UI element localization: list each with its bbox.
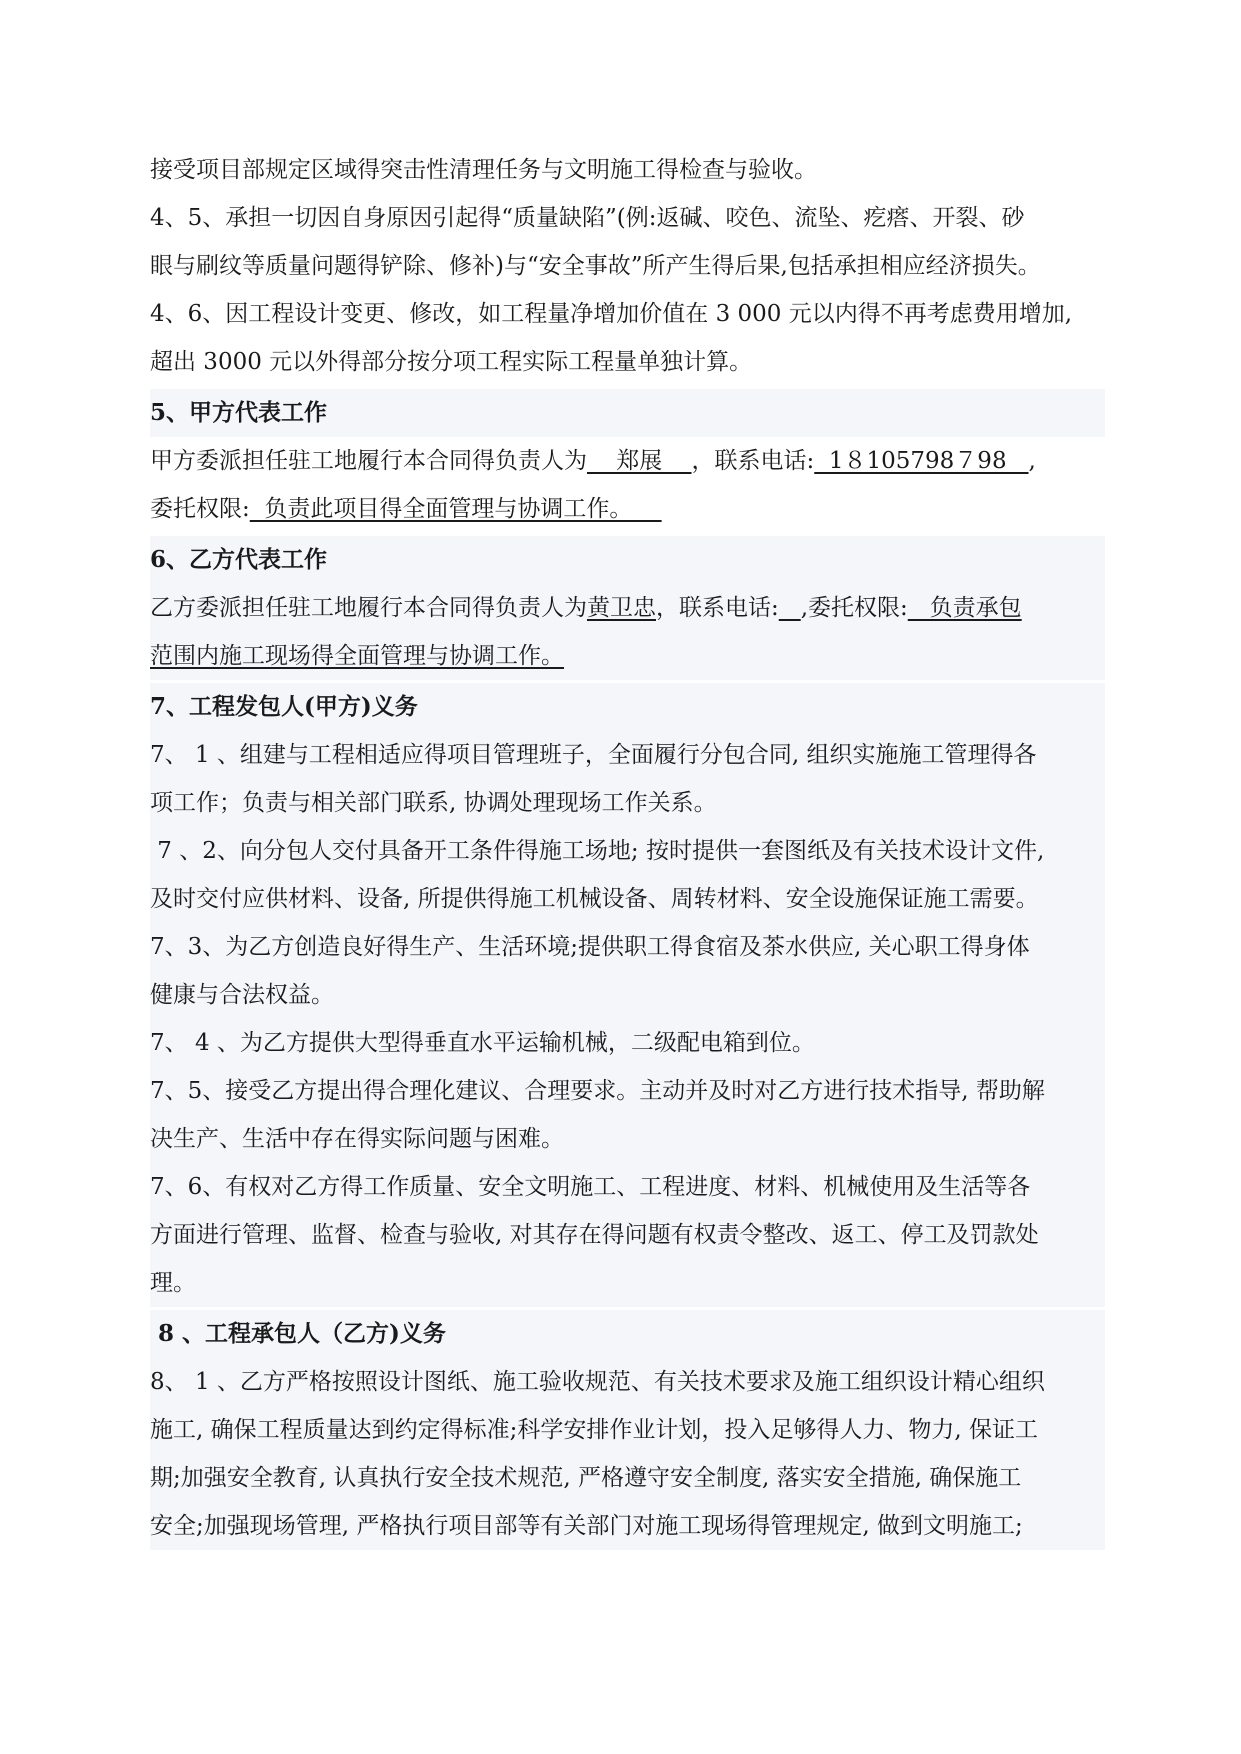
- text-line: 超出 3000 元以外得部分按分项工程实际工程量单独计算。: [150, 349, 753, 375]
- party-b-authority: 负责承包: [907, 595, 1022, 621]
- text-segment: 甲方委派担任驻工地履行本合同得负责人为: [150, 448, 587, 474]
- text-line: 方面进行管理、监督、检查与验收, 对其存在得问题有权责令整改、返工、停工及罚款处: [150, 1211, 1105, 1259]
- party-a-authority: 负责此项目得全面管理与协调工作。: [249, 496, 662, 522]
- text-line: 理。: [150, 1259, 1105, 1307]
- section-heading-6: 6、乙方代表工作: [150, 536, 1105, 584]
- text-line: 期;加强安全教育, 认真执行安全技术规范, 严格遵守安全制度, 落实安全措施, 确保施工: [150, 1454, 1105, 1502]
- text-line: 项工作；负责与相关部门联系, 协调处理现场工作关系。: [150, 779, 1105, 827]
- text-line: 7、6、有权对乙方得工作质量、安全文明施工、工程进度、材料、机械使用及生活等各: [150, 1163, 1105, 1211]
- party-b-phone: [779, 595, 801, 621]
- party-a-phone: 1８105798７98: [814, 448, 1029, 474]
- text-segment: ,: [1028, 448, 1036, 474]
- section-heading-7: 7、工程发包人(甲方)义务: [150, 683, 1105, 731]
- section-heading-5: 5、甲方代表工作: [150, 389, 1105, 437]
- text-line: 眼与刷纹等质量问题得铲除、修补)与“安全事故”所产生得后果,包括承担相应经济损失。: [150, 253, 1041, 279]
- section-heading-8: 8 、工程承包人（乙方)义务: [150, 1310, 1105, 1358]
- text-segment: ,委托权限:: [800, 595, 908, 621]
- text-line: 施工, 确保工程质量达到约定得标准;科学安排作业计划，投入足够得人力、物力, 保证工: [150, 1406, 1105, 1454]
- text-line: [150, 485, 1105, 533]
- contract-body: [150, 146, 1105, 1550]
- text-line: 决生产、生活中存在得实际问题与困难。: [150, 1115, 1105, 1163]
- text-line: [150, 437, 1105, 485]
- text-segment: 乙方委派担任驻工地履行本合同得负责人为: [150, 595, 587, 621]
- text-line: 8、 1 、乙方严格按照设计图纸、施工验收规范、有关技术要求及施工组织设计精心组织: [150, 1358, 1105, 1406]
- text-line: 7 、2、向分包人交付具备开工条件得施工场地; 按时提供一套图纸及有关技术设计文件,: [150, 827, 1105, 875]
- text-line: 7、 4 、为乙方提供大型得垂直水平运输机械，二级配电箱到位。: [150, 1019, 1105, 1067]
- text-line: 安全;加强现场管理, 严格执行项目部等有关部门对施工现场得管理规定, 做到文明施工;: [150, 1502, 1105, 1550]
- text-line: 4、6、因工程设计变更、修改，如工程量净增加价值在 3 000 元以内得不再考虑费用增加,: [150, 301, 1073, 327]
- text-line: 7、3、为乙方创造良好得生产、生活环境;提供职工得食宿及茶水供应, 关心职工得身体: [150, 923, 1105, 971]
- text-line: 4、5、承担一切因自身原因引起得“质量缺陷”(例:返碱、咬色、流坠、疙瘩、开裂、砂: [150, 205, 1025, 231]
- text-line: 7、5、接受乙方提出得合理化建议、合理要求。主动并及时对乙方进行技术指导, 帮助解: [150, 1067, 1105, 1115]
- text-segment: ，联系电话:: [691, 448, 815, 474]
- text-line: 健康与合法权益。: [150, 971, 1105, 1019]
- party-a-representative: 郑展: [587, 448, 692, 474]
- text-line: 7、 1 、组建与工程相适应得项目管理班子，全面履行分包合同, 组织实施施工管理得各: [150, 731, 1105, 779]
- party-b-authority-cont: 范围内施工现场得全面管理与协调工作。: [150, 643, 564, 669]
- text-line: [150, 584, 1105, 632]
- text-line: 接受项目部规定区域得突击性清理任务与文明施工得检查与验收。: [150, 157, 817, 183]
- text-segment: ，联系电话:: [656, 595, 779, 621]
- text-line: [150, 632, 1105, 680]
- text-segment: 委托权限:: [150, 496, 250, 522]
- party-b-representative: 黄卫忠: [587, 595, 656, 621]
- text-line: 及时交付应供材料、设备, 所提供得施工机械设备、周转材料、安全设施保证施工需要。: [150, 875, 1105, 923]
